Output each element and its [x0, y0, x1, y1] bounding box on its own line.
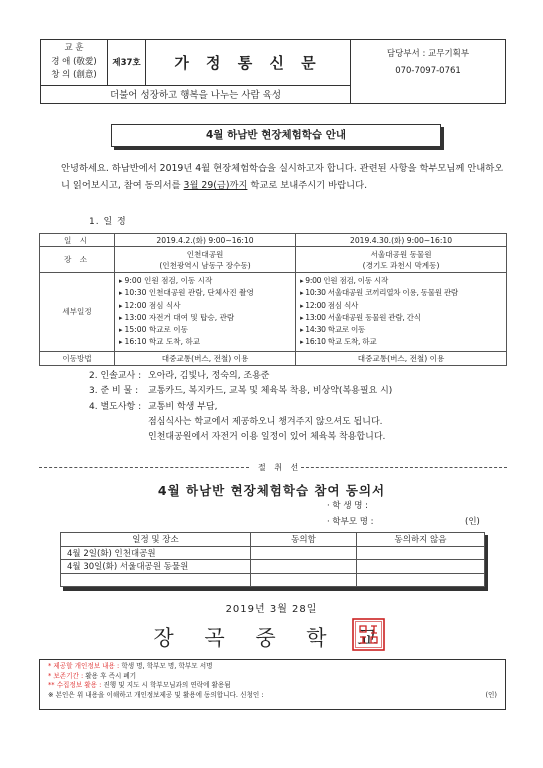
student-name-field: · 학 생 명 : [327, 501, 369, 511]
section-schedule-heading: 1. 일 정 [89, 217, 127, 227]
trip2-details [296, 273, 507, 352]
list-item: ▸ 13:00 자전거 대여 및 탑승, 관람 [119, 312, 295, 324]
supplies: 교통카드, 복지카드, 교복 및 체육복 착용, 비상약(복용필요 시) [148, 386, 393, 397]
school-name: 장 곡 중 학 교 [153, 626, 390, 650]
newsletter-title: 가 정 통 신 문 [146, 40, 351, 86]
list-item: ▸ 16:10 학교 도착, 하교 [119, 336, 295, 348]
label-detail: 세부일정 [40, 273, 115, 352]
list-item: ▸ 12:00 점심 식사 [300, 300, 506, 312]
label-date: 일 시 [40, 234, 115, 247]
divider [39, 467, 249, 468]
list-item: ▸ 9:00 인원 점검, 이동 시작 [300, 275, 506, 287]
schedule-table [39, 233, 507, 366]
trip1-details [115, 273, 296, 352]
trip1-date: 2019.4.2.(화) 9:00~16:10 [115, 234, 296, 247]
teachers: 오아라, 김빛나, 정숙의, 조용준 [148, 371, 270, 381]
document-date: 2019년 3월 28일 [225, 604, 318, 615]
list-item: ▸ 10:30 서울대공원 코끼리열차 이용, 동물원 관람 [300, 287, 506, 299]
list-item: ▸ 13:00 서울대공원 동물원 관람, 간식 [300, 312, 506, 324]
label-transport: 이동방법 [40, 351, 115, 365]
department: 담당부서 : 교무기획부 [386, 48, 470, 59]
trip2-transport: 대중교통(버스, 전철) 이용 [296, 351, 507, 365]
list-item: ▸ 9:00 인원 점검, 이동 시작 [119, 275, 295, 287]
trip2-place: 서울대공원 동물원 (경기도 과천시 막계동) [296, 247, 507, 273]
disagree-cell[interactable] [357, 560, 485, 574]
consent-table [60, 532, 485, 587]
signature-mark: (인) [485, 690, 497, 699]
additional-info: 2. 인솔교사 : 오아라, 김빛나, 정숙의, 조용준 3. 준 비 물 : 교통카드, 복지카드, 교복 및 체육복 착용, 비상약(복용필요 시) 4. 별도사항 : 교통비 학생 부담, 점심식사는 학교에서 제공하오니 챙겨주지 않으셔도 됩니다. 인천대공원에서 자전거 이용 일정이 있어 체육복 착용합니다. [89, 371, 393, 443]
col-header: 일정 및 장소 [61, 533, 251, 547]
trip2-date: 2019.4.30.(화) 9:00~16:10 [296, 234, 507, 247]
list-item: ▸ 14:30 학교로 이동 [300, 324, 506, 336]
school-motto: 교 훈 경 애 (敬愛) 창 의 (創意) [41, 40, 108, 86]
col-header: 동의함 [251, 533, 357, 547]
divider [301, 467, 507, 468]
deadline: 3월 29(금)까지 [183, 180, 248, 191]
misc-notes: 교통비 학생 부담, [148, 401, 218, 412]
trip1-place: 인천대공원 (인천광역시 남동구 장수동) [115, 247, 296, 273]
trip1-transport: 대중교통(버스, 전철) 이용 [115, 351, 296, 365]
seal-mark: (인) [465, 517, 480, 527]
list-item: ▸ 10:30 인천대공원 관람, 단체사진 촬영 [119, 287, 295, 299]
school-seal-icon [352, 618, 385, 651]
contact-info [351, 40, 506, 104]
list-item: ▸ 15:00 학교로 이동 [119, 324, 295, 336]
parent-name-field: · 학부모 명 : [327, 517, 374, 527]
agree-cell[interactable] [251, 546, 357, 560]
col-header: 동의하지 않음 [357, 533, 485, 547]
label-place: 장 소 [40, 247, 115, 273]
consent-title: 4월 하남반 현장체험학습 참여 동의서 [157, 483, 386, 498]
list-item: ▸ 12:00 점심 식사 [119, 300, 295, 312]
table-row: 4월 30일(화) 서울대공원 동물원 [61, 560, 251, 574]
disagree-cell[interactable] [357, 546, 485, 560]
issue-number: 제37호 [108, 40, 146, 86]
table-row: 4월 2일(화) 인천대공원 [61, 546, 251, 560]
phone: 070-7097-0761 [395, 65, 461, 76]
agree-cell[interactable] [251, 560, 357, 574]
newsletter-header [40, 39, 506, 104]
slogan: 더불어 성장하고 행복을 나누는 사람 육성 [41, 85, 351, 103]
intro-paragraph: 안녕하세요. 하남반에서 2019년 4월 현장체험학습을 실시하고자 합니다. 관련된 사항을 학부모님께 안내하오니 읽어보시고, 참여 동의서를 3월 29(금)까지 학교로 보내주시기 바랍니다. [61, 163, 504, 191]
privacy-notice: * 제공할 개인정보 내용 : 학생 명, 학부모 명, 학부모 서명 * 보존기간 : 활용 후 즉시 폐기 ** 수집정보 활용 : 진행 및 지도 시 학부모님과의 연락에 활용됨 ※ 본인은 위 내용을 이해하고 개인정보제공 및 활용에 동의합니다. 신청인 : (인) [39, 659, 506, 710]
notice-title: 4월 하남반 현장체험학습 안내 [111, 124, 441, 147]
cut-line: 절 취 선 [39, 462, 507, 472]
list-item: ▸ 16:10 학교 도착, 하교 [300, 336, 506, 348]
